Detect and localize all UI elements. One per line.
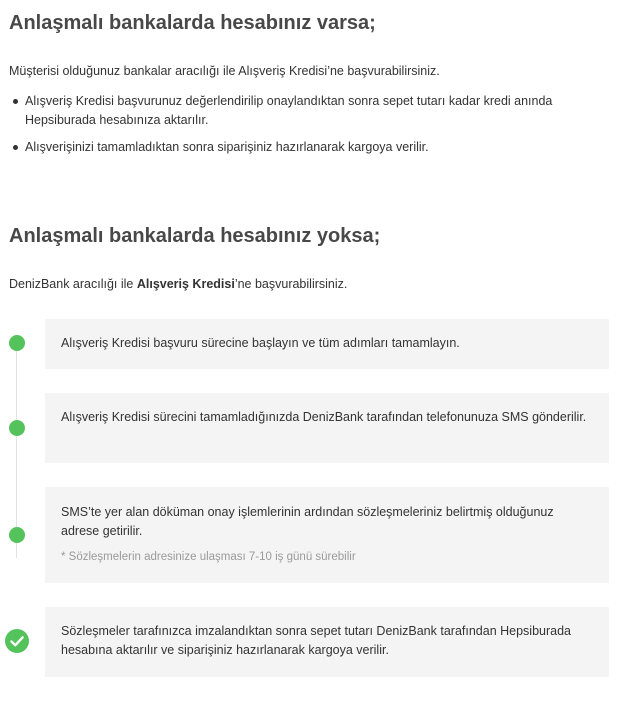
step-dot-icon	[9, 527, 25, 543]
step-dot-icon	[9, 335, 25, 351]
step-card-3	[45, 487, 609, 583]
step-card-1	[45, 319, 609, 369]
timeline-line	[16, 343, 17, 558]
list-item-text: Alışveriş Kredisi başvurunuz değerlendirilip onaylandıktan sonra sepet tutarı kadar kredi anında Hepsiburada hesabınıza aktarılır.	[25, 94, 553, 127]
list-item	[9, 138, 609, 157]
section-intro-without-account	[9, 277, 347, 291]
intro-suffix: ’ne başvurabilirsiniz.	[234, 277, 348, 291]
bullet-icon	[13, 145, 18, 150]
step-dot-icon	[9, 420, 25, 436]
step-text: Sözleşmeler tarafınızca imzalandıktan sonra sepet tutarı DenizBank tarafından Hepsiburada hesabına aktarılır ve siparişiniz hazırlanarak kargoya verilir.	[61, 624, 571, 657]
intro-bold-product: Alışveriş Kredisi	[136, 277, 235, 291]
bullet-icon	[13, 99, 18, 104]
section-intro-with-account: Müşterisi olduğunuz bankalar aracılığı ile Alışveriş Kredisi’ne başvurabilirsiniz.	[9, 64, 440, 78]
benefits-list	[9, 92, 609, 165]
intro-prefix: DenizBank aracılığı ile	[9, 277, 137, 291]
step-note: * Sözleşmelerin adresinize ulaşması 7-10 iş günü sürebilir	[61, 551, 356, 563]
step-text: Alışveriş Kredisi sürecini tamamladığınızda DenizBank tarafından telefonunuza SMS gönderilir.	[61, 410, 587, 424]
check-circle-icon	[5, 629, 29, 653]
list-item-text: Alışverişinizi tamamladıktan sonra siparişiniz hazırlanarak kargoya verilir.	[25, 140, 429, 154]
step-card-4	[45, 607, 609, 677]
step-text: SMS’te yer alan döküman onay işlemlerinin ardından sözleşmeleriniz belirtmiş olduğunuz adrese getirilir.	[61, 505, 554, 538]
list-item	[9, 92, 609, 130]
step-card-2	[45, 393, 609, 463]
section-title-with-account: Anlaşmalı bankalarda hesabınız varsa;	[9, 12, 376, 34]
step-text: Alışveriş Kredisi başvuru sürecine başlayın ve tüm adımları tamamlayın.	[61, 336, 460, 350]
section-title-without-account: Anlaşmalı bankalarda hesabınız yoksa;	[9, 225, 381, 247]
